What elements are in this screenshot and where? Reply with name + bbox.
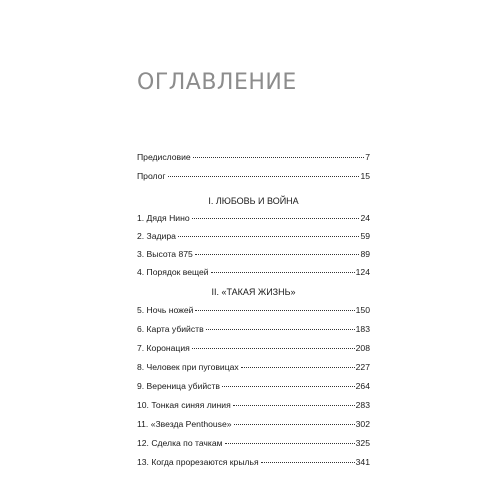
toc-entry xyxy=(137,211,370,225)
dot-leader xyxy=(222,386,355,387)
toc-entry-label: 5. Ночь ножей xyxy=(137,305,194,315)
toc-entry xyxy=(137,265,370,279)
dot-leader xyxy=(234,424,355,425)
toc-entry-page: 89 xyxy=(360,249,370,259)
toc-entry-page: 7 xyxy=(365,152,370,162)
toc-entry xyxy=(137,417,370,431)
dot-leader xyxy=(195,254,360,255)
toc-entry-page: 150 xyxy=(355,305,370,315)
part-heading: I. ЛЮБОВЬ И ВОЙНА xyxy=(208,196,299,206)
toc-entry-label: Пролог xyxy=(137,171,166,181)
toc-entry-label: 10. Тонкая синяя линия xyxy=(137,400,231,410)
toc-entry-label: 2. Задира xyxy=(137,231,176,241)
toc-entry xyxy=(137,341,370,355)
toc-entry-label: 12. Сделка по тачкам xyxy=(137,438,223,448)
toc-entry-preface xyxy=(137,150,370,164)
toc-entry-label: 9. Вереница убийств xyxy=(137,381,220,391)
page-title: ОГЛАВЛЕНИЕ xyxy=(137,70,297,95)
dot-leader xyxy=(168,176,360,177)
toc-entry-page: 15 xyxy=(360,171,370,181)
toc-entry xyxy=(137,455,370,469)
dot-leader xyxy=(225,443,355,444)
toc-entry-label: 13. Когда прорезаются крылья xyxy=(137,457,259,467)
toc-entry xyxy=(137,247,370,261)
toc-entry xyxy=(137,303,370,317)
toc-entry-page: 183 xyxy=(355,324,370,334)
toc-entry-page: 208 xyxy=(355,343,370,353)
toc-entry-page: 264 xyxy=(355,381,370,391)
dot-leader xyxy=(192,348,355,349)
toc-entry xyxy=(137,379,370,393)
toc-entry-label: 7. Коронация xyxy=(137,343,190,353)
toc-entry xyxy=(137,398,370,412)
toc-entry-page: 227 xyxy=(355,362,370,372)
toc-entry-page: 302 xyxy=(355,419,370,429)
toc-entry-page: 124 xyxy=(355,267,370,277)
toc-entry-page: 325 xyxy=(355,438,370,448)
toc-entry-prologue xyxy=(137,169,370,183)
toc-entry-label: 4. Порядок вещей xyxy=(137,267,209,277)
toc-entry-page: 283 xyxy=(355,400,370,410)
dot-leader xyxy=(195,310,354,311)
dot-leader xyxy=(192,218,360,219)
dot-leader xyxy=(193,157,365,158)
dot-leader xyxy=(241,367,355,368)
toc-entry xyxy=(137,436,370,450)
toc-entry xyxy=(137,360,370,374)
dot-leader xyxy=(261,462,355,463)
toc-entry-label: 1. Дядя Нино xyxy=(137,213,190,223)
dot-leader xyxy=(211,272,355,273)
dot-leader xyxy=(178,236,360,237)
toc-entry-page: 341 xyxy=(355,457,370,467)
toc-entry-page: 24 xyxy=(360,213,370,223)
toc-entry-label: 3. Высота 875 xyxy=(137,249,193,259)
dot-leader xyxy=(206,329,355,330)
part-heading: II. «ТАКАЯ ЖИЗНЬ» xyxy=(211,287,296,297)
toc-entry xyxy=(137,322,370,336)
toc-entry-label: Предисловие xyxy=(137,152,191,162)
dot-leader xyxy=(233,405,355,406)
toc-entry-page: 59 xyxy=(360,231,370,241)
toc-entry-label: 6. Карта убийств xyxy=(137,324,204,334)
toc-entry-label: 8. Человек при пуговицах xyxy=(137,362,239,372)
toc-entry-label: 11. «Звезда Penthouse» xyxy=(137,419,232,429)
toc-entry xyxy=(137,229,370,243)
